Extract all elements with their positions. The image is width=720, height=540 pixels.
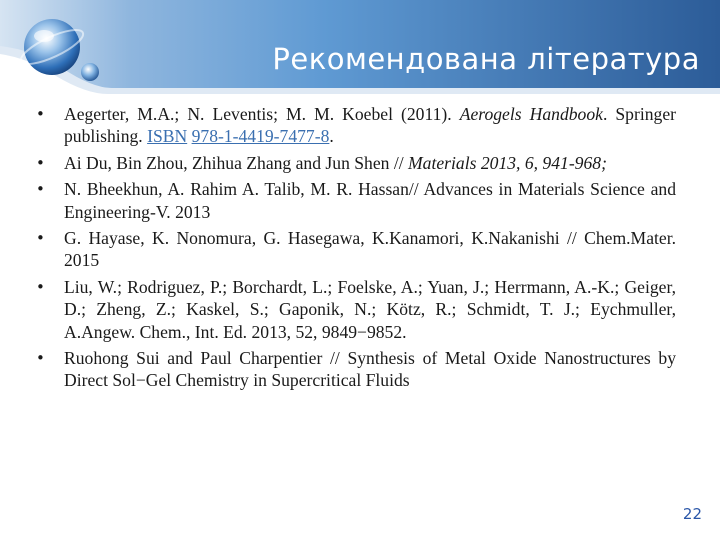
slide-title: Рекомендована література [272, 42, 700, 76]
reference-item: • Aegerter, M.A.; N. Leventis; M. M. Koebel (2011). Aerogels Handbook. Springer publishing. ISBN 978-1-4419-7477-8. [36, 103, 676, 148]
reference-item [36, 276, 676, 343]
isbn-number-link[interactable]: 978-1-4419-7477-8 [191, 126, 330, 147]
ref-text: N. Bheekhun, A. Rahim A. Talib, M. R. Hassan// Advances in Materials Science and Engineering-V. 2013 [64, 179, 676, 222]
reference-item [36, 227, 676, 272]
ref-text: Aegerter, M.A.; N. Leventis; M. M. Koebel (2011). [64, 104, 460, 124]
header-banner [0, 0, 720, 96]
ref-text: Ai Du, Bin Zhou, Zhihua Zhang and Jun Shen // [64, 152, 409, 173]
ref-text: Ruohong Sui and Paul Charpentier // Synthesis of Metal Oxide Nanostructures by Direct Sol−Gel Chemistry in Supercritical Fluids [64, 348, 676, 391]
reference-item [36, 347, 676, 392]
ref-text: G. Hayase, K. Nonomura, G. Hasegawa, K.Kanamori, K.Nakanishi // Chem.Mater. 2015 [64, 228, 676, 271]
page-number: 22 [682, 505, 702, 523]
reference-list [36, 103, 676, 396]
ref-journal: Materials 2013, 6, 941-968; [408, 152, 607, 173]
isbn-link[interactable]: ISBN [147, 126, 188, 147]
ref-text: Liu, W.; Rodriguez, P.; Borchardt, L.; Foelske, A.; Yuan, J.; Herrmann, A.-K.; Geiger, D.; Zheng, Z.; Kaskel, S.; Gaponik, N.; Kötz, R.; Schmidt, T. J.; Eychmuller, A.Angew. Chem., Int. Ed. 2013, 52, 9849−9852. [64, 276, 676, 342]
ref-book-title: Aerogels Handbook [459, 104, 603, 124]
ref-text-after: . Springer publishing. [64, 104, 676, 147]
reference-item [36, 152, 676, 174]
reference-item [36, 178, 676, 223]
